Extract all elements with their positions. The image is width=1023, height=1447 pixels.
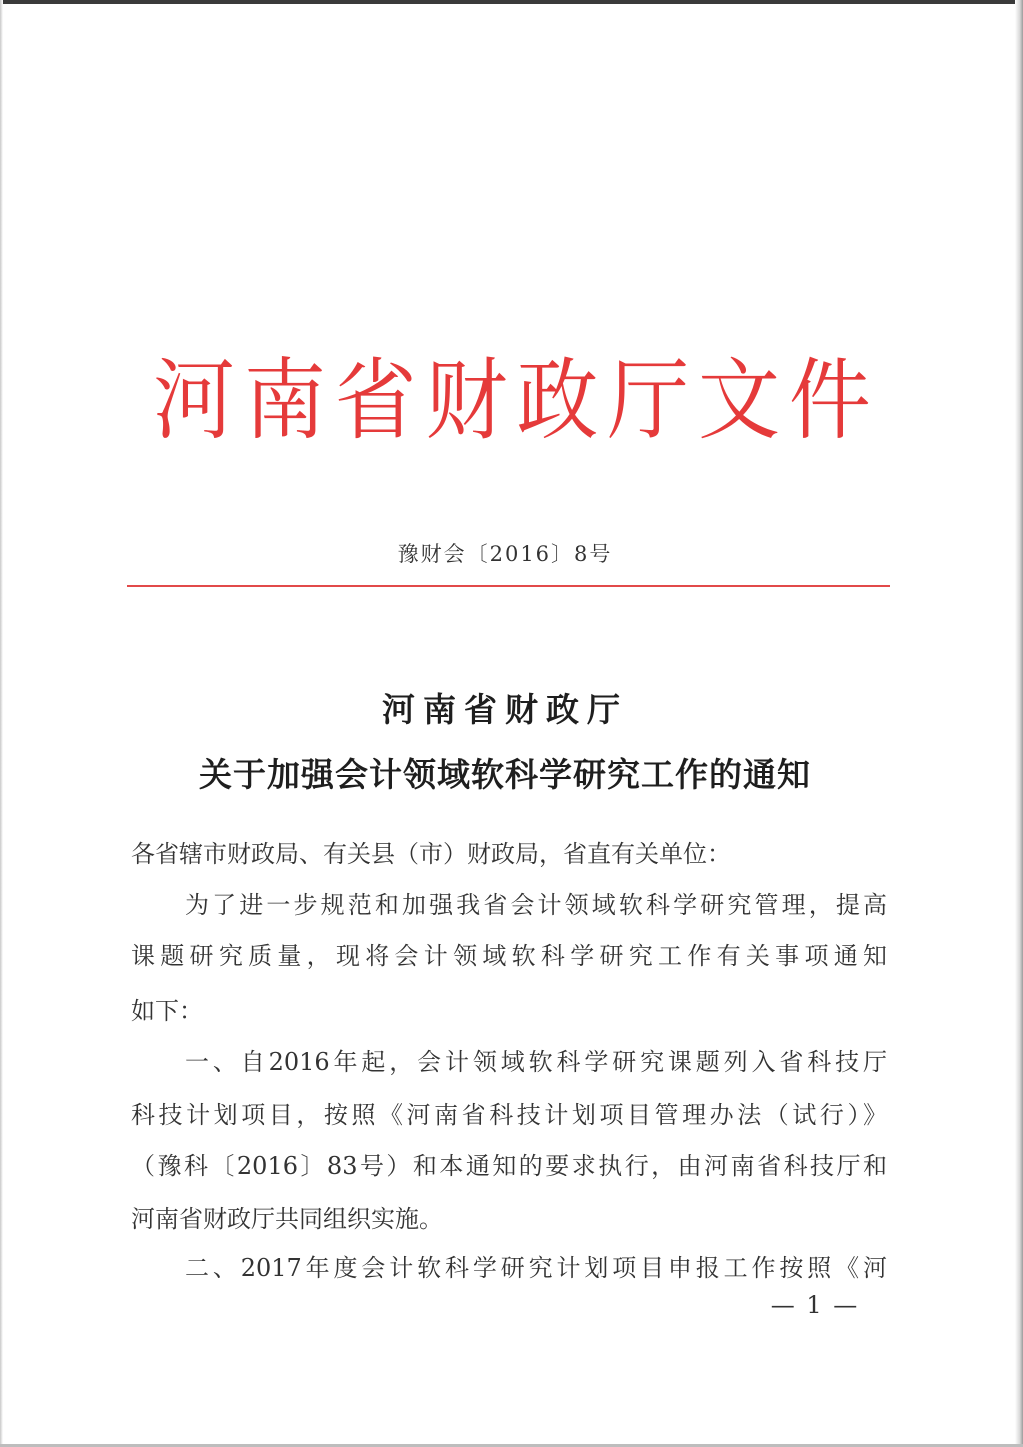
masthead-char: 河: [152, 350, 235, 453]
masthead-char: 财: [425, 350, 508, 453]
masthead: [150, 352, 874, 452]
page-number: — 1 —: [770, 1291, 860, 1319]
masthead-char: 厅: [607, 350, 690, 453]
body-line: 如下：: [131, 997, 203, 1025]
masthead-char: 省: [334, 350, 417, 453]
body-line: （豫科〔2016〕83号）和本通知的要求执行，由河南省科技厅和: [131, 1152, 887, 1180]
body-line: 二、2017年度会计软科学研究计划项目申报工作按照《河: [185, 1254, 887, 1282]
document-title-subject: 关于加强会计领域软科学研究工作的通知: [199, 755, 811, 794]
addressee-line: 各省辖市财政局、有关县（市）财政局，省直有关单位：: [131, 840, 731, 868]
masthead-char: 南: [243, 350, 326, 453]
masthead-char: 政: [516, 350, 599, 453]
scan-edge-right: [1015, 0, 1023, 1447]
masthead-char: 件: [788, 350, 871, 453]
body-line: 河南省财政厅共同组织实施。: [131, 1205, 443, 1233]
body-line: 一、自2016年起，会计领域软科学研究课题列入省科技厅: [185, 1048, 887, 1076]
body-line: 为了进一步规范和加强我省会计领域软科学研究管理，提高: [185, 891, 887, 919]
document-title-issuer: 河南省财政厅: [382, 690, 628, 729]
document-number: 豫财会〔2016〕8号: [397, 542, 613, 566]
red-divider-rule: [127, 585, 890, 587]
scan-edge-top: [0, 0, 1023, 4]
masthead-char: 文: [698, 350, 781, 453]
body-line: 科技计划项目，按照《河南省科技计划项目管理办法（试行）》: [131, 1101, 887, 1129]
body-line: 课题研究质量，现将会计领域软科学研究工作有关事项通知: [131, 942, 887, 970]
